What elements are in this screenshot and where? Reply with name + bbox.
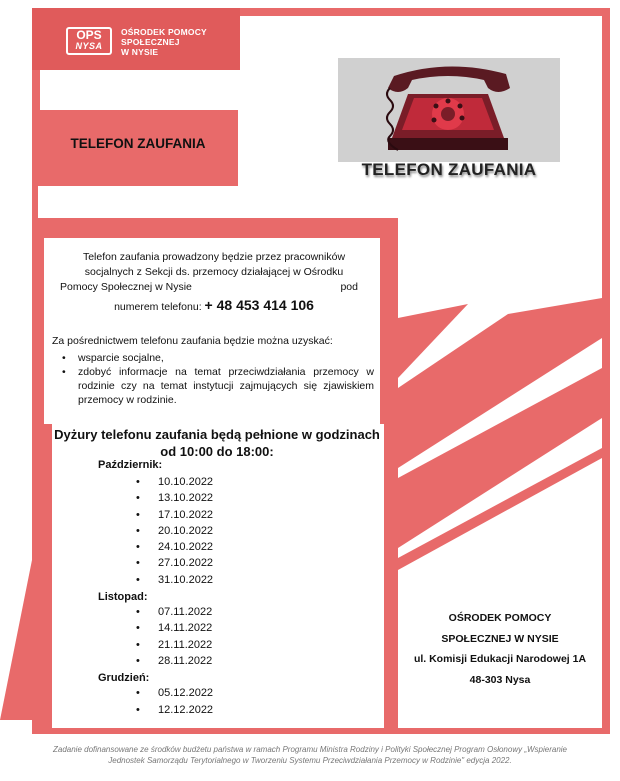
telephone-icon: [338, 58, 560, 162]
ops-logo: [66, 27, 112, 55]
list-item: • 13.10.2022: [136, 490, 298, 506]
list-item: • 20.10.2022: [136, 523, 298, 539]
intro-text: [52, 250, 376, 315]
lead-text: Za pośrednictwem telefonu zaufania będzie można uzyskać:: [52, 335, 333, 347]
phone-label: numerem telefonu:: [114, 301, 202, 313]
address-line-3: ul. Komisji Edukacji Narodowej 1A: [413, 653, 587, 665]
logo-top-text: OPS: [76, 28, 102, 42]
list-item: • 14.11.2022: [136, 620, 298, 636]
phone-number: + 48 453 414 106: [204, 297, 314, 313]
funding-footer: [4, 744, 616, 766]
org-line-3: W NYSIE: [121, 47, 159, 57]
date-list: [136, 604, 298, 669]
footer-line-1: Zadanie dofinansowane ze środków budżetu państwa w ramach Programu Ministra Rodziny i Polityki Społecznej Program Osłonowy „Wspieranie: [52, 745, 567, 754]
decorative-stripes: [398, 218, 602, 598]
list-item: • 10.10.2022: [136, 474, 298, 490]
frame-gap-lower: [38, 186, 238, 218]
frame-gap: [40, 70, 238, 110]
address-line-1: OŚRODEK POMOCY: [448, 612, 552, 624]
footer-line-2: Jednostek Samorządu Terytorialnego w Tworzeniu Systemu Przeciwdziałania Przemocy w Rodzinie" edycja 2022.: [108, 756, 512, 765]
address-line-2: SPOŁECZNEJ W NYSIE: [441, 632, 559, 645]
list-item: • zdobyć informacje na temat przeciwdziałania przemocy w rodzinie czy na temat instytucji zajmujących się zjawiskiem przemocy w rodzinie.: [62, 365, 374, 407]
list-item: • 21.11.2022: [136, 637, 298, 653]
schedule-list: [98, 459, 298, 718]
list-item: • 24.10.2022: [136, 539, 298, 555]
benefits-list: [62, 351, 374, 407]
list-item: • wsparcie socjalne,: [62, 351, 374, 365]
schedule-title: [54, 426, 380, 460]
list-item: • 27.10.2022: [136, 555, 298, 571]
month-label: Listopad:: [98, 591, 148, 604]
month-label: Grudzień:: [98, 672, 150, 685]
stripes-graphic: [398, 218, 602, 598]
logo-bottom-text: NYSA: [75, 41, 103, 51]
list-item: • 05.12.2022: [136, 685, 298, 701]
intro-line-3: [52, 280, 376, 295]
telephone-image: [338, 58, 560, 162]
list-item: • 07.11.2022: [136, 604, 298, 620]
intro-line-1: Telefon zaufania prowadzony będzie przez pracowników: [82, 251, 346, 263]
month-label: Październik:: [98, 459, 163, 471]
address-line-4: 48-303 Nysa: [469, 673, 531, 686]
date-list: [136, 685, 298, 718]
org-line-1: OŚRODEK POMOCY: [121, 27, 207, 37]
intro-line-3-left: Pomocy Społecznej w Nysie: [60, 281, 192, 293]
list-item: • 28.11.2022: [136, 653, 298, 669]
poster-title: TELEFON ZAUFANIA: [70, 136, 206, 151]
schedule-title-line-1: Dyżury telefonu zaufania będą pełnione w godzinach: [54, 427, 380, 442]
org-name: [121, 27, 231, 57]
schedule-title-line-2: od 10:00 do 18:00:: [160, 444, 274, 459]
list-item: • 31.10.2022: [136, 572, 298, 588]
list-item: • 12.12.2022: [136, 702, 298, 718]
intro-line-4: [52, 298, 376, 315]
left-triangle: [0, 560, 36, 720]
address-block: [402, 608, 598, 690]
intro-line-2: socjalnych z Sekcji ds. przemocy działającej w Ośrodku: [84, 266, 344, 278]
org-line-2: SPOŁECZNEJ: [121, 37, 180, 47]
intro-line-3-right: pod: [340, 281, 358, 293]
list-item: • 17.10.2022: [136, 507, 298, 523]
date-list: [136, 474, 298, 588]
image-caption: TELEFON ZAUFANIA: [361, 160, 537, 179]
